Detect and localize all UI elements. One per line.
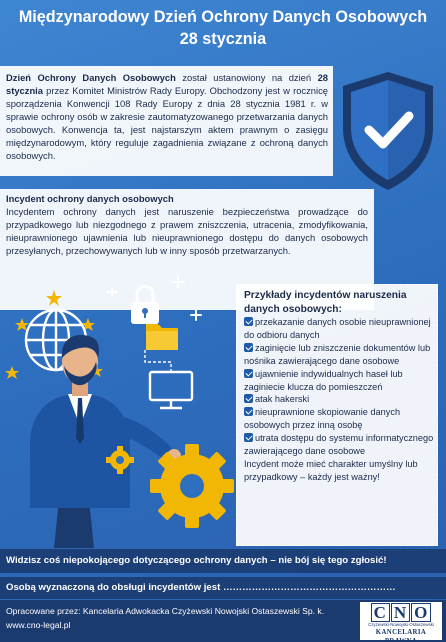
intro-bold-date: 28 stycznia (6, 72, 328, 96)
check-icon (244, 407, 253, 416)
intro-bold-name: Dzień Ochrony Danych Osobowych (6, 72, 176, 83)
contact-banner-text: Osobą wyznaczoną do obsługi incydentów jest ……………………………………………… (6, 582, 396, 593)
person-figure (30, 335, 181, 548)
example-item: utrata dostępu do systemu informatycznego zawierającego dane osobowe (244, 433, 434, 457)
examples-text (244, 289, 436, 484)
example-item: atak hakerski (244, 393, 436, 406)
monitor-icon (150, 372, 192, 408)
logo-letters: C N O (360, 603, 442, 622)
padlock-icon (131, 287, 159, 325)
examples-panel (236, 284, 438, 546)
gear-icon (150, 444, 234, 528)
contact-banner (0, 577, 446, 599)
page-title (0, 6, 446, 50)
report-banner (0, 549, 446, 573)
check-icon (244, 369, 253, 378)
website-link[interactable]: www.cno-legal.pl (6, 620, 71, 630)
intro-text-b: przez Komitet Ministrów Rady Europy. Obchodzony jest w rocznicę sporządzenia Konwencji 108 Rady Europy z dnia 28 stycznia 1981 r. w sprawie ochrony osób w zakresie zautomatyzowanego przetwarzania danych osobowych. Konwencja ta, jest najstarszym aktem prawnym o zasięgu międzynarodowym, który reguluje zagadnienia związane z ochroną danych osobowych. (6, 85, 328, 161)
examples-heading: Przykłady incydentów naruszenia danych osobowych: (244, 290, 407, 315)
example-item: przekazanie danych osobie nieuprawnionej do odbioru danych (244, 317, 431, 340)
examples-closing: Incydent może mieć charakter umyślny lub przypadkowy – każdy jest ważny! (244, 458, 418, 482)
intro-panel (0, 66, 333, 176)
report-banner-text: Widzisz coś niepokojącego dotyczącego ochrony danych – nie bój się tego zgłosić! (6, 555, 387, 566)
intro-text-a: został ustanowiony na dzień (175, 72, 318, 83)
example-item: nieuprawnione skopiowanie danych osobowych przez inną osobę (244, 407, 401, 431)
title-line-1: Międzynarodowy Dzień Ochrony Danych Osobowych (18, 8, 428, 26)
incident-heading: Incydent ochrony danych osobowych (6, 193, 174, 204)
logo-caption: KANCELARIA PRAWNA (375, 629, 427, 642)
folder-icon (146, 324, 178, 350)
example-item: ujawnienie indywidualnych haseł lub zaginiecie klucza do pomieszczeń (244, 368, 403, 392)
incident-text (6, 192, 368, 257)
check-icon (244, 317, 253, 326)
check-icon (244, 343, 253, 352)
shield-check-icon (333, 66, 443, 196)
prepared-by: Opracowane przez: Kancelaria Adwokacka Czyżewski Nowojski Ostaszewski Sp. k. (6, 606, 325, 616)
illustration (0, 258, 240, 548)
example-item: zaginięcie lub zniszczenie dokumentów lub nośnika zawierającego dane osobowe (244, 342, 431, 366)
logo-names: Czyżewski·Nowojski·Ostaszewski (368, 622, 434, 627)
title-line-2: 28 stycznia (179, 30, 267, 48)
check-icon (244, 394, 253, 403)
cno-logo (360, 602, 442, 640)
incident-body: Incydentem ochrony danych jest naruszenie bezpieczeństwa prowadzące do przypadkowego lub niezgodnego z prawem zniszczenia, utracenia, zmodyfikowania, nieuprawnionego ujawnienia lub nieuprawnionego dostępu do danych osobowych przesyłanych, przechowywanych lub w inny sposób przetwarzanych. (6, 206, 368, 256)
check-icon (244, 433, 253, 442)
intro-text (6, 71, 328, 162)
footer (0, 600, 446, 642)
